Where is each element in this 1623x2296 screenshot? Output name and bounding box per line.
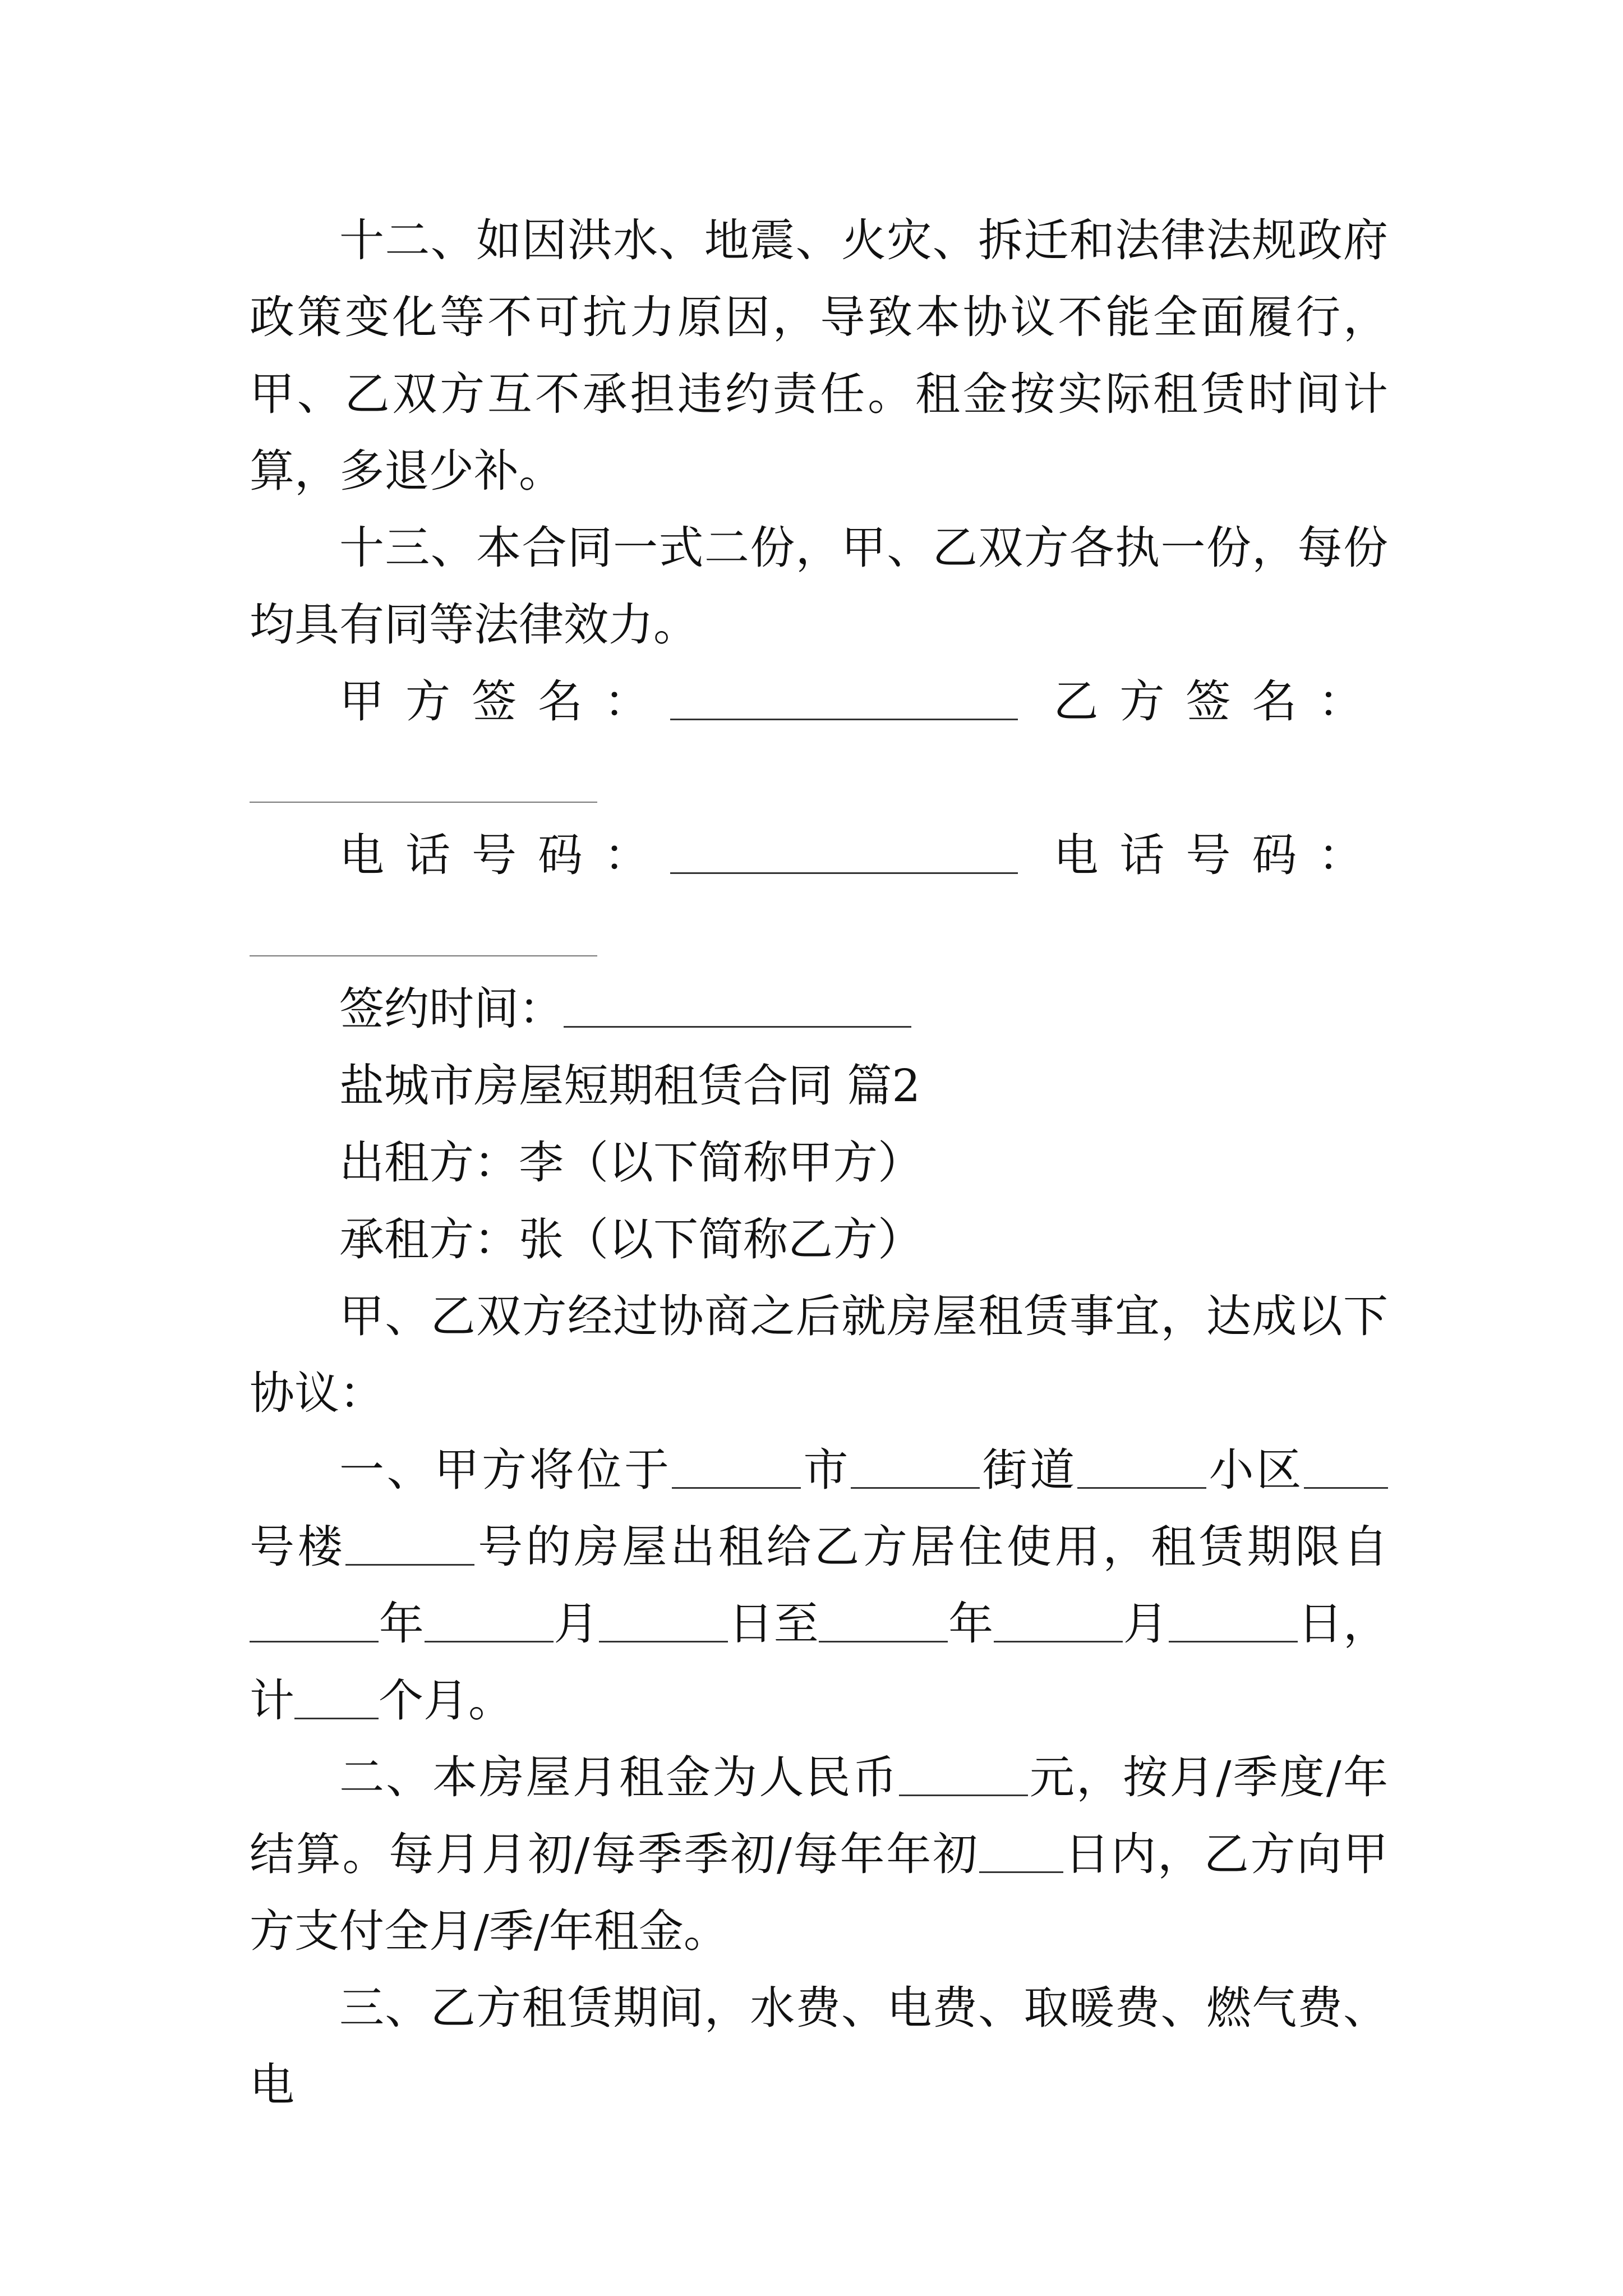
party-a-b-signature-line	[250, 663, 1388, 740]
blank	[1169, 1602, 1298, 1642]
clause-3: 三、乙方租赁期间，水费、电费、取暖费、燃气费、电	[250, 1982, 1388, 2111]
party-b-sign-blank-row	[250, 740, 1388, 817]
lessor-line: 出租方：李（以下简称甲方）	[339, 1137, 923, 1189]
blank	[425, 1602, 554, 1642]
clause-1-text: 号楼	[250, 1521, 346, 1573]
clause-1-text: 小区	[1206, 1444, 1304, 1496]
party-b-phone-blank	[250, 916, 597, 956]
clause-1-text: 日至	[728, 1598, 819, 1650]
party-b-phone-blank-row	[250, 894, 1388, 970]
blank	[599, 1602, 728, 1642]
sign-date-label: 签约时间：	[339, 983, 564, 1035]
sign-date-line	[250, 970, 1388, 1047]
blank	[1077, 1448, 1206, 1489]
section-title: 盐城市房屋短期租赁合同 篇2	[339, 1060, 921, 1112]
clause-1-text: 年	[379, 1598, 425, 1650]
clause-1-text: 街道	[980, 1444, 1078, 1496]
blank	[851, 1448, 980, 1489]
clause-1-text: 号的房屋出租给乙方居住使用，租赁期限自	[474, 1521, 1389, 1573]
clause-13: 十三、本合同一式二份，甲、乙双方各执一份，每份均具有同等法律效力。	[250, 522, 1388, 651]
clause-1-text: 月	[1122, 1598, 1169, 1650]
blank	[994, 1602, 1123, 1642]
phone-line	[250, 817, 1388, 894]
clause-1-text: 日，计	[250, 1598, 1389, 1727]
party-b-phone-label: 电话号码：	[1053, 829, 1385, 881]
clause-12: 十二、如因洪水、地震、火灾、拆迁和法律法规政府政策变化等不可抗力原因，导致本协议不能全面履行，甲、乙双方互不承担违约责任。租金按实际租赁时间计算，多退少补。	[250, 214, 1388, 497]
clause-2	[250, 1739, 1388, 1970]
document-page	[250, 202, 1388, 2123]
party-b-sign-blank	[250, 762, 597, 803]
clause-2-text: 二、本房屋月租金为人民币	[339, 1751, 899, 1803]
party-b-sign-label: 乙方签名：	[1053, 675, 1385, 728]
party-a-sign-label: 甲方签名：	[339, 675, 670, 728]
clause-1-text: 年	[948, 1598, 994, 1650]
party-a-phone-blank	[670, 833, 1018, 874]
blank	[1304, 1448, 1388, 1489]
blank	[345, 1525, 474, 1566]
blank	[672, 1448, 801, 1489]
clause-1-text: 个月。	[379, 1674, 513, 1727]
party-a-phone-label: 电话号码：	[339, 829, 670, 881]
party-a-sign-blank	[670, 679, 1018, 720]
clause-1-text: 市	[800, 1444, 851, 1496]
blank	[819, 1602, 948, 1642]
clause-2-text: 元，按月/季度/年结算。每月月初/每季季初/每年年初	[250, 1751, 1389, 1880]
sign-date-blank	[564, 987, 911, 1028]
blank	[899, 1755, 1028, 1796]
clause-1-text: 月	[553, 1598, 600, 1650]
blank	[979, 1832, 1063, 1873]
blank	[250, 1602, 379, 1642]
lessee-line: 承租方：张（以下简称乙方）	[339, 1213, 923, 1266]
clause-1-text: 一、甲方将位于	[339, 1444, 672, 1496]
clause-2-text: 日内，乙方向甲方支付全月/季/年租金。	[250, 1828, 1389, 1957]
clause-1	[250, 1432, 1388, 1739]
blank	[294, 1678, 379, 1719]
intro-paragraph: 甲、乙双方经过协商之后就房屋租赁事宜，达成以下协议：	[250, 1290, 1388, 1419]
